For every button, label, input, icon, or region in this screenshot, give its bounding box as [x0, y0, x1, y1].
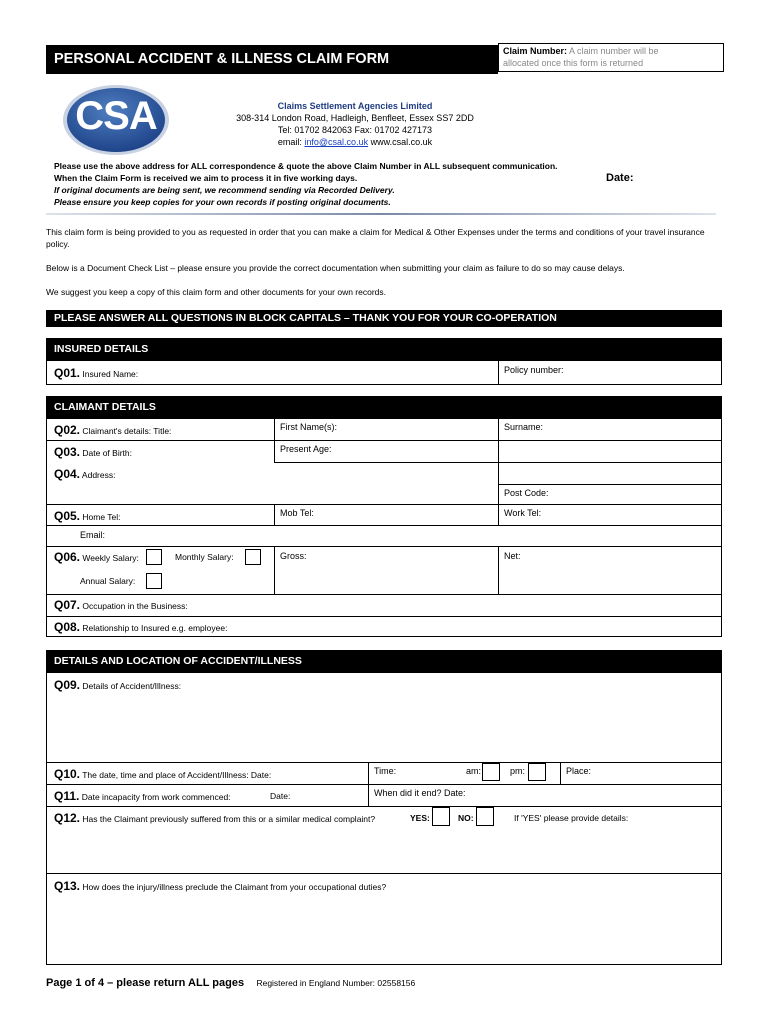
intro-paragraph-3: We suggest you keep a copy of this claim form and other documents for your own records.: [46, 287, 387, 297]
claim-number-label: Claim Number:: [503, 46, 568, 56]
notice-line-3: If original documents are being sent, we recommend sending via Recorded Delivery.: [54, 185, 395, 195]
home-tel-label: Home Tel:: [82, 512, 121, 522]
net-label[interactable]: Net:: [504, 551, 521, 561]
q09-label[interactable]: [54, 678, 181, 692]
previous-complaint-label: Has the Claimant previously suffered from this or a similar medical complaint?: [82, 814, 376, 824]
q02-label[interactable]: [54, 423, 171, 437]
place-label[interactable]: Place:: [566, 766, 592, 776]
q05-number: Q05.: [54, 509, 81, 523]
incapacity-label: Date incapacity from work commenced:: [81, 792, 231, 802]
email-link[interactable]: info@csal.co.uk: [304, 137, 369, 147]
q12-label: [54, 811, 375, 825]
yes-label: YES:: [410, 813, 430, 823]
pm-checkbox[interactable]: [528, 763, 546, 781]
q01-label[interactable]: [54, 366, 138, 380]
claim-number-hint-2: allocated once this form is returned: [503, 58, 644, 68]
pm-label: pm:: [510, 766, 526, 776]
surname-label[interactable]: Surname:: [504, 422, 544, 432]
intro-text: [46, 226, 722, 298]
company-name: Claims Settlement Agencies Limited: [277, 101, 433, 111]
am-checkbox[interactable]: [482, 763, 500, 781]
work-tel-label[interactable]: Work Tel:: [504, 508, 542, 518]
am-label: am:: [466, 766, 482, 776]
q08-number: Q08.: [54, 620, 81, 634]
when-end-label[interactable]: When did it end? Date:: [374, 788, 466, 798]
notice-line-1: Please use the above address for ALL correspondence & quote the above Claim Number in ALL subsequent communication.: [54, 161, 558, 171]
notice-line-4: Please ensure you keep copies for your own records if posting original documents.: [54, 197, 391, 207]
q07-label[interactable]: [54, 598, 188, 612]
accident-details-label: Details of Accident/Illness:: [82, 681, 182, 691]
present-age-label[interactable]: Present Age:: [280, 444, 332, 454]
claim-number-box: [498, 43, 724, 72]
insured-name-label: Insured Name:: [82, 369, 139, 379]
q08-label[interactable]: [54, 620, 227, 634]
no-checkbox[interactable]: [476, 807, 494, 826]
page-footer: [46, 977, 415, 989]
intro-paragraph-1: This claim form is being provided to you as requested in order that you can make a claim for Medical & Other Expenses under the terms and conditions of your travel insurance policy.: [46, 227, 705, 249]
notice-line-2: When the Claim Form is received we aim to process it in five working days.: [54, 173, 358, 183]
accident-details-header: [46, 650, 722, 672]
policy-number-label[interactable]: Policy number:: [504, 365, 564, 375]
address-label: Address:: [81, 470, 116, 480]
notice-block: [54, 160, 634, 208]
mob-tel-label[interactable]: Mob Tel:: [280, 508, 314, 518]
q09-number: Q09.: [54, 678, 81, 692]
q04-label[interactable]: [54, 467, 115, 481]
q10-label[interactable]: [54, 767, 271, 781]
company-phone: Tel: 01702 842063 Fax: 01702 427173: [277, 125, 433, 135]
relationship-label: Relationship to Insured e.g. employee:: [82, 623, 228, 633]
weekly-salary-label: Weekly Salary:: [82, 553, 139, 563]
gross-label[interactable]: Gross:: [280, 551, 307, 561]
company-logo: [62, 84, 170, 156]
annual-salary-checkbox[interactable]: [146, 573, 162, 589]
q12-number: Q12.: [54, 811, 81, 825]
q04-number: Q04.: [54, 467, 81, 481]
incapacity-date-label[interactable]: Date:: [270, 791, 291, 801]
weekly-salary-checkbox[interactable]: [146, 549, 162, 565]
logo-text: CSA: [75, 94, 157, 138]
time-label[interactable]: Time:: [374, 766, 397, 776]
preclude-label: How does the injury/illness preclude the Claimant from your occupational duties?: [82, 882, 387, 892]
company-address: 308-314 London Road, Hadleigh, Benfleet, Essex SS7 2DD: [236, 113, 474, 123]
q13-label[interactable]: [54, 879, 386, 893]
post-code-label[interactable]: Post Code:: [504, 488, 549, 498]
no-label: NO:: [458, 813, 474, 823]
q11-number: Q11.: [54, 789, 80, 803]
form-title-bar: [46, 45, 498, 74]
q11-label[interactable]: [54, 789, 231, 803]
insured-details-header: [46, 338, 722, 360]
monthly-salary-checkbox[interactable]: [245, 549, 261, 565]
q13-number: Q13.: [54, 879, 81, 893]
q03-label[interactable]: [54, 445, 132, 459]
divider-line: [46, 213, 716, 215]
company-contact: [200, 136, 510, 148]
q06-number: Q06.: [54, 550, 81, 564]
company-info: [200, 100, 510, 148]
banner-text: PLEASE ANSWER ALL QUESTIONS IN BLOCK CAPITALS – THANK YOU FOR YOUR CO-OPERATION: [54, 312, 557, 324]
website-text: www.csal.co.uk: [370, 137, 433, 147]
accident-details-heading: DETAILS AND LOCATION OF ACCIDENT/ILLNESS: [54, 655, 302, 667]
accident-date-label: The date, time and place of Accident/Illness: Date:: [82, 770, 272, 780]
q01-number: Q01.: [54, 366, 81, 380]
block-capitals-banner: [46, 310, 722, 327]
date-label: Date:: [606, 172, 634, 184]
registered-number: Registered in England Number: 02558156: [256, 978, 416, 988]
q06-label: [54, 550, 139, 564]
claim-number-hint-1: A claim number will be: [569, 46, 659, 56]
yes-checkbox[interactable]: [432, 807, 450, 826]
insured-row: [46, 360, 722, 385]
first-names-label[interactable]: First Name(s):: [280, 422, 337, 432]
claimant-details-heading: CLAIMANT DETAILS: [54, 401, 156, 413]
insured-details-heading: INSURED DETAILS: [54, 343, 149, 355]
occupation-label: Occupation in the Business:: [82, 601, 188, 611]
form-title: PERSONAL ACCIDENT & ILLNESS CLAIM FORM: [54, 51, 390, 67]
claimant-details-header: [46, 396, 722, 418]
if-yes-details-label: If 'YES' please provide details:: [514, 813, 629, 823]
monthly-salary-label: Monthly Salary:: [175, 552, 234, 562]
q05-label[interactable]: [54, 509, 121, 523]
annual-salary-label: Annual Salary:: [80, 576, 136, 586]
page-number: Page 1 of 4 – please return ALL pages: [46, 977, 245, 989]
intro-paragraph-2: Below is a Document Check List – please ensure you provide the correct documentation when submitting your claim as failure to do so may cause delays.: [46, 263, 625, 273]
q03-number: Q03.: [54, 445, 81, 459]
claimant-title-label: Claimant's details: Title:: [82, 426, 172, 436]
q07-number: Q07.: [54, 598, 81, 612]
email-field-label[interactable]: Email:: [80, 530, 106, 540]
q10-number: Q10.: [54, 767, 81, 781]
email-label: email:: [277, 137, 302, 147]
q02-number: Q02.: [54, 423, 81, 437]
dob-label: Date of Birth:: [82, 448, 132, 458]
